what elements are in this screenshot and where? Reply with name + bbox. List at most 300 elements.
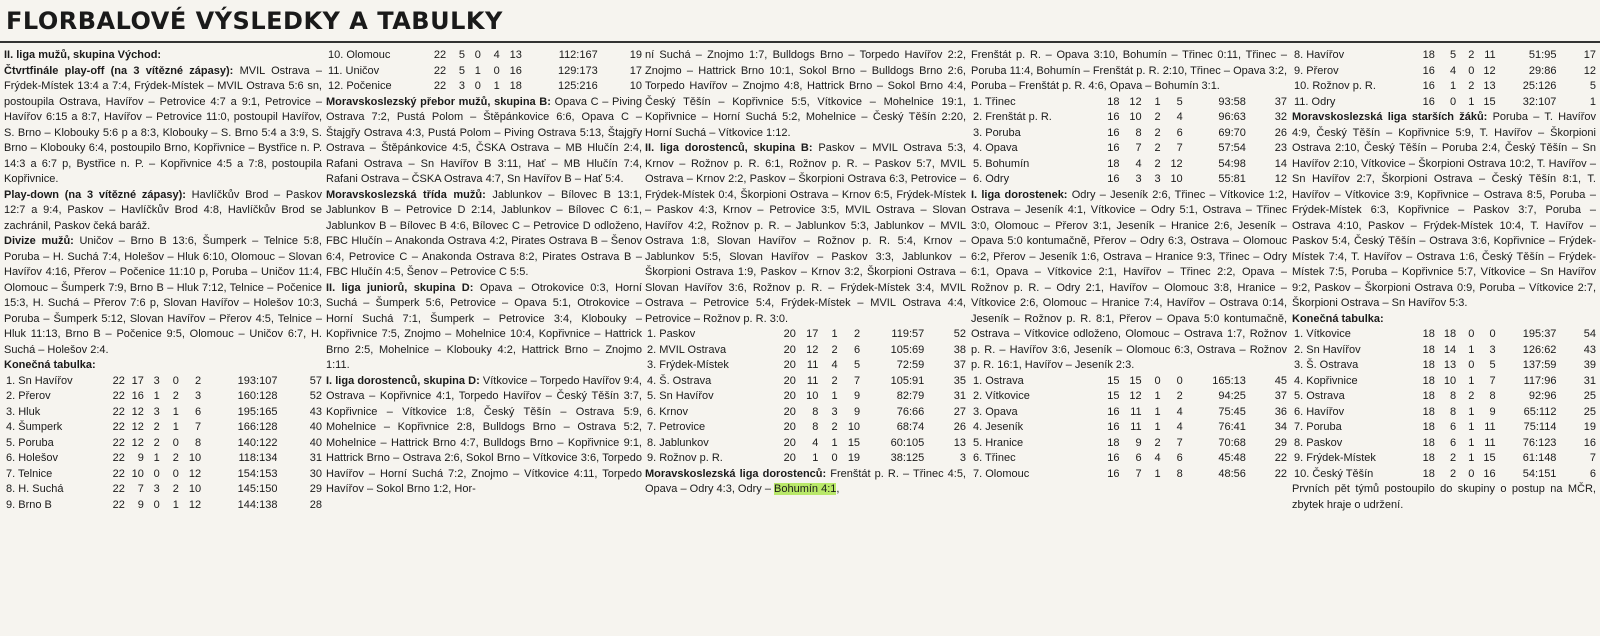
stat-cell: 8: [1450, 405, 1457, 418]
stat-cell: 18: [1422, 343, 1435, 356]
table-row: [645, 389, 966, 405]
stat-cell: 29: [309, 483, 322, 495]
team-name-cell: 12. Počenice: [328, 80, 392, 92]
team-name-cell: 10. Rožnov p. R.: [1294, 80, 1376, 92]
team-name-cell: 9. Brno B: [6, 498, 52, 511]
stat-cell: 10: [847, 421, 861, 433]
stat-cell: 31: [309, 452, 322, 464]
section-heading: II. liga dorostenců, skupina B:: [645, 142, 813, 154]
table-row: [326, 64, 642, 80]
team-name-cell: 3. Poruba: [973, 126, 1021, 139]
table-row: [645, 436, 966, 452]
stat-cell: 2: [172, 452, 179, 464]
stat-cell: 19: [1583, 421, 1596, 433]
stat-cell: 69:70: [1218, 126, 1246, 139]
stat-cell: 5: [1450, 49, 1457, 61]
stat-cell: 12: [1583, 64, 1596, 77]
stat-cell: 25: [1583, 405, 1596, 418]
stat-cell: 20: [783, 343, 796, 356]
stat-cell: 20: [783, 359, 796, 371]
stat-cell: 43: [309, 405, 322, 418]
stat-cell: 18: [1422, 436, 1435, 449]
text-paragraph: [1292, 482, 1596, 513]
team-name-cell: 9. Frýdek-Místek: [1294, 452, 1376, 464]
team-name-cell: 1. Paskov: [647, 328, 696, 340]
column-3: [645, 48, 966, 636]
stat-cell: 22: [112, 421, 125, 433]
standings-table: [971, 95, 1287, 188]
table-row: [971, 420, 1287, 436]
stat-cell: 10: [1170, 173, 1183, 185]
stat-cell: 5: [1176, 95, 1183, 108]
stat-cell: 1: [493, 80, 500, 92]
stat-cell: 137:59: [1522, 359, 1557, 371]
stat-cell: 43: [1583, 343, 1596, 356]
stat-cell: 9: [853, 405, 861, 418]
stat-cell: 11: [1484, 436, 1496, 449]
stat-cell: 8: [1489, 390, 1496, 402]
results-text: Prvních pět týmů postoupilo do skupiny o postup na MČR, zbytek hraje o udržení.: [1292, 483, 1596, 511]
results-text: Jablunkov – Bílovec B 13:1, Jablunkov B – Petrovice D 2:14, Jablunkov – Bílovec C 6:1, Jablunkov B – Bílovec B 4:6, Bílovec C – Petrovice D odloženo, FBC Hlučín – Anakonda Ostrava 4:2, Pirates Ostrava B – Šenov 6:4, Petrovice C – Anakonda Ostrava 8:2, Pirates Ostrava B – FBC Hlučín 4:5, Šenov – Petrovice C 5:5.: [326, 188, 642, 278]
stat-cell: 7: [1135, 467, 1142, 480]
stat-cell: 2: [172, 390, 179, 402]
team-name-cell: 11. Odry: [1294, 95, 1336, 108]
section-heading: Play-down (na 3 vítězné zápasy):: [4, 188, 186, 201]
text-paragraph: [4, 234, 322, 358]
table-row: [4, 451, 322, 467]
stat-cell: 18: [1422, 390, 1435, 402]
stat-cell: 193:107: [237, 374, 278, 387]
stat-cell: 7: [195, 421, 202, 433]
stat-cell: 65:112: [1523, 405, 1557, 418]
team-name-cell: 5. Bohumín: [973, 157, 1030, 170]
stat-cell: 3: [153, 405, 160, 418]
table-row: [645, 374, 966, 390]
stat-cell: 8: [1450, 390, 1457, 402]
stat-cell: 5: [1489, 359, 1496, 371]
stat-cell: 6: [1450, 436, 1457, 449]
stat-cell: 3: [831, 405, 838, 418]
stat-cell: 13: [1483, 80, 1496, 92]
stat-cell: 0: [1468, 467, 1475, 480]
stat-cell: 10: [629, 80, 642, 92]
stat-cell: 3: [153, 374, 160, 387]
stat-cell: 195:37: [1522, 328, 1557, 340]
stat-cell: 1: [1154, 95, 1161, 108]
table-row: [326, 79, 642, 95]
table-row: [4, 498, 322, 514]
stat-cell: 1: [831, 436, 838, 449]
standings-table: [1292, 48, 1596, 110]
stat-cell: 8: [195, 436, 202, 449]
stat-cell: 1: [831, 328, 838, 340]
stat-cell: 2: [831, 343, 838, 356]
team-name-cell: 4. Jeseník: [973, 421, 1024, 433]
stat-cell: 1: [1154, 405, 1161, 418]
team-name-cell: 8. H. Suchá: [6, 483, 64, 495]
page-title: FLORBALOVÉ VÝSLEDKY A TABULKY: [6, 7, 503, 35]
section-heading: II. liga juniorů, skupina D:: [326, 281, 474, 294]
stat-cell: 2: [1154, 436, 1161, 449]
stat-cell: 6: [1450, 421, 1457, 433]
stat-cell: 105:91: [890, 374, 925, 387]
title-divider: [0, 41, 1600, 43]
stat-cell: 6: [1135, 452, 1142, 464]
team-name-cell: 6. Krnov: [647, 405, 688, 418]
stat-cell: 22: [1274, 467, 1287, 480]
stat-cell: 40: [309, 421, 322, 433]
column-5: [1292, 48, 1596, 636]
stat-cell: 76:41: [1218, 421, 1246, 433]
stat-cell: 10: [1129, 111, 1142, 123]
stat-cell: 12: [188, 467, 202, 480]
stat-cell: 22: [112, 374, 125, 387]
text-paragraph: [645, 48, 966, 141]
table-row: [4, 420, 322, 436]
stat-cell: 7: [1176, 436, 1183, 449]
team-name-cell: 3. Š. Ostrava: [1294, 359, 1359, 371]
stat-cell: 0: [474, 80, 481, 92]
stat-cell: 2: [172, 483, 179, 495]
stat-cell: 22: [112, 467, 125, 480]
column-2: [326, 48, 642, 636]
stat-cell: 8: [1176, 467, 1183, 480]
stat-cell: 13: [953, 436, 966, 449]
stat-cell: 3: [1135, 173, 1142, 185]
table-row: [1292, 467, 1596, 483]
stat-cell: 12: [806, 343, 819, 356]
standings-table: [4, 374, 322, 514]
stat-cell: 12: [131, 421, 144, 433]
stat-cell: 1: [1468, 343, 1475, 356]
team-name-cell: 10. Český Těšín: [1294, 467, 1374, 480]
team-name-cell: 1. Sn Havířov: [6, 374, 73, 387]
stat-cell: 2: [1468, 80, 1475, 92]
table-row: [1292, 405, 1596, 421]
text-paragraph: [326, 281, 642, 374]
table-row: [971, 141, 1287, 157]
team-name-cell: 3. Frýdek-Místek: [647, 359, 729, 371]
team-name-cell: 7. Petrovice: [647, 421, 706, 433]
table-row: [1292, 389, 1596, 405]
stat-cell: 76:123: [1522, 436, 1557, 449]
table-row: [1292, 343, 1596, 359]
stat-cell: 4: [1176, 111, 1183, 123]
stat-cell: 96:63: [1218, 111, 1246, 123]
stat-cell: 1: [1468, 405, 1475, 418]
team-name-cell: 2. Vítkovice: [973, 390, 1030, 402]
stat-cell: 1: [1468, 374, 1475, 387]
text-paragraph: [1292, 110, 1596, 312]
stat-cell: 20: [783, 328, 796, 340]
stat-cell: 25:126: [1522, 80, 1557, 92]
section-heading: Moravskoslezský přebor mužů, skupina B:: [326, 95, 551, 108]
team-name-cell: 6. Havířov: [1294, 405, 1345, 418]
team-name-cell: 6. Holešov: [6, 452, 58, 464]
stat-cell: 17: [131, 374, 144, 387]
stat-cell: 8: [1135, 126, 1142, 139]
stat-cell: 2: [1154, 126, 1161, 139]
stat-cell: 2: [1468, 49, 1475, 61]
stat-cell: 12: [1129, 390, 1142, 402]
stat-cell: 55:81: [1218, 173, 1246, 185]
stat-cell: 26: [1274, 126, 1287, 139]
stat-cell: 1: [172, 405, 179, 418]
stat-cell: 16: [1422, 64, 1435, 77]
stat-cell: 22: [112, 436, 125, 449]
team-name-cell: 4. Kopřivnice: [1294, 374, 1358, 387]
stat-cell: 9: [1489, 405, 1496, 418]
stat-cell: 7: [137, 483, 144, 495]
table-row: [645, 451, 966, 467]
stat-cell: 15: [847, 436, 861, 449]
stat-cell: 4: [1176, 405, 1183, 418]
stat-cell: 16: [1107, 111, 1120, 123]
stat-cell: 0: [1468, 328, 1475, 340]
table-row: [1292, 374, 1596, 390]
stat-cell: 20: [783, 390, 796, 402]
table-row: [4, 389, 322, 405]
stat-cell: 75:114: [1523, 421, 1557, 433]
results-text: MVIL Ostrava – Frýdek-Místek 13:4 a 7:4, Frýdek-Místek – MVIL Ostrava 5:6 sn, postoupila Ostrava, Havířov – Petrovice 4:7 a 9:1, Petrovice – Havířov 6:15 a 8:7, Havířov – Petrovice 11:0, postoupil Havířov, S. Brno – Klobouky 5:6 p a 8:3, Klobouky – S. Brno 5:4 a 3:9, S. Brno – Klobouky 6:4, postoupilo Brno, Kopřivnice – Bystřice n. P. 14:3 a 6:7 p, Bystřice n. P. – Kopřivnice 4:5 a 7:8, postoupila Kopřivnice.: [4, 64, 322, 185]
stat-cell: 118:134: [238, 452, 278, 464]
stat-cell: 57:54: [1218, 142, 1246, 154]
stat-cell: 2: [153, 436, 160, 449]
team-name-cell: 8. Havířov: [1294, 49, 1345, 61]
stat-cell: 40: [309, 436, 322, 449]
table-row: [1292, 436, 1596, 452]
stat-cell: 2: [853, 328, 861, 340]
stat-cell: 19: [629, 49, 642, 61]
team-name-cell: 3. Hluk: [6, 405, 41, 418]
stat-cell: 19: [847, 452, 861, 464]
stat-cell: 10: [806, 390, 819, 402]
stat-cell: 0: [172, 436, 179, 449]
stat-cell: 3: [1489, 343, 1496, 356]
stat-cell: 22: [112, 483, 125, 495]
stat-cell: 1: [831, 390, 838, 402]
stat-cell: 2: [831, 421, 838, 433]
stat-cell: 37: [1274, 390, 1287, 402]
stat-cell: 0: [474, 49, 481, 61]
stat-cell: 18: [1107, 157, 1120, 170]
stat-cell: 10: [188, 483, 202, 495]
team-name-cell: 2. Přerov: [6, 390, 51, 402]
stat-cell: 1: [172, 421, 179, 433]
stat-cell: 22: [112, 390, 125, 402]
stat-cell: 14: [1443, 343, 1457, 356]
stat-cell: 15: [1107, 390, 1120, 402]
stat-cell: 92:96: [1528, 390, 1557, 402]
section-heading: Konečná tabulka:: [1292, 312, 1384, 325]
stat-cell: 126:62: [1522, 343, 1557, 356]
stat-cell: 29:86: [1528, 64, 1557, 77]
section-heading: I. liga dorostenců, skupina D:: [326, 374, 480, 387]
stat-cell: 52: [953, 328, 966, 340]
stat-cell: 1: [1154, 421, 1161, 433]
stat-cell: 16: [1107, 421, 1120, 433]
text-paragraph: [4, 48, 322, 64]
section-heading: II. liga mužů, skupina Východ:: [4, 49, 162, 61]
stat-cell: 7: [1176, 142, 1183, 154]
stat-cell: 22: [112, 452, 125, 464]
stat-cell: 119:57: [891, 328, 925, 340]
team-name-cell: 4. Opava: [973, 142, 1018, 154]
table-row: [971, 110, 1287, 126]
stat-cell: 0: [153, 498, 160, 511]
table-row: [1292, 79, 1596, 95]
stat-cell: 37: [953, 359, 966, 371]
stat-cell: 1: [1589, 95, 1596, 108]
results-text: Frenštát p. R. – Třinec 4:5, Opava – Odry 4:3, Odry –: [645, 467, 966, 495]
standings-table: [1292, 327, 1596, 482]
table-row: [971, 467, 1287, 483]
stat-cell: 0: [153, 467, 160, 480]
stat-cell: 9: [137, 498, 144, 511]
stat-cell: 6: [1176, 452, 1183, 464]
stat-cell: 4: [812, 436, 819, 449]
stat-cell: 38:125: [890, 452, 925, 464]
stat-cell: 112:167: [558, 49, 598, 61]
stat-cell: 16: [1107, 142, 1120, 154]
stat-cell: 6: [853, 343, 861, 356]
stat-cell: 2: [153, 421, 160, 433]
team-name-cell: 5. Poruba: [6, 436, 54, 449]
stat-cell: 23: [1274, 142, 1287, 154]
stat-cell: 22: [433, 80, 447, 92]
stat-cell: 145:150: [237, 483, 278, 495]
stat-cell: 15: [1129, 374, 1142, 387]
team-name-cell: 1. Třinec: [973, 95, 1016, 108]
stat-cell: 1: [1468, 452, 1475, 464]
stat-cell: 14: [1274, 157, 1287, 170]
stat-cell: 0: [493, 64, 500, 77]
table-row: [971, 157, 1287, 173]
stat-cell: 4: [493, 49, 500, 61]
stat-cell: 16: [1583, 436, 1596, 449]
stat-cell: 32:107: [1522, 95, 1557, 108]
section-heading: Moravskoslezská třída mužů:: [326, 188, 486, 201]
stat-cell: 5: [458, 64, 466, 77]
stat-cell: 22: [112, 405, 125, 418]
text-paragraph: [4, 188, 322, 235]
team-name-cell: 7. Poruba: [1294, 421, 1342, 433]
stat-cell: 9: [853, 390, 861, 402]
stat-cell: 16: [1107, 405, 1120, 418]
stat-cell: 93:58: [1218, 95, 1246, 108]
stat-cell: 165:13: [1212, 374, 1246, 387]
table-row: [1292, 64, 1596, 80]
stat-cell: 82:79: [896, 390, 925, 402]
stat-cell: 68:74: [896, 421, 925, 433]
stat-cell: 15: [1483, 95, 1496, 108]
text-paragraph: [326, 95, 642, 188]
stat-cell: 11: [806, 374, 819, 387]
stat-cell: 2: [1468, 390, 1475, 402]
results-text: Vítkovice – Torpedo Havířov 9:4, Ostrava – Kopřivnice 4:1, Torpedo Havířov – Český Těšín 3:7, Kopřivnice – Vítkovice 1:8, Český Těšín – Ostrava 5:9, Mohelnice – Kopřivnice 2:8, Bulldogs Brno – Ostrava 5:2, Mohelnice – Hattrick Brno 4:7, Bulldogs Brno – Kopřivnice 9:1, Hattrick Brno – Ostrava 2:6, Sokol Brno – Vítkovice 3:6, Torpedo Havířov – Horní Suchá 7:2, Znojmo – Vítkovice 4:11, Torpedo Havířov – Sokol Brno 1:2, Hor-: [326, 374, 642, 495]
stat-cell: 16: [1483, 467, 1496, 480]
stat-cell: 39: [1583, 359, 1596, 371]
standings-table: [971, 374, 1287, 483]
stat-cell: 144:138: [237, 498, 278, 511]
stat-cell: 20: [783, 436, 796, 449]
stat-cell: 18: [509, 80, 522, 92]
text-paragraph: [645, 467, 966, 498]
stat-cell: 11: [1130, 405, 1142, 418]
table-row: [645, 405, 966, 421]
stat-cell: 16: [1107, 467, 1120, 480]
stat-cell: 2: [1450, 452, 1457, 464]
table-row: [1292, 95, 1596, 111]
stat-cell: 37: [1274, 95, 1287, 108]
team-name-cell: 8. Paskov: [1294, 436, 1343, 449]
stat-cell: 54: [1583, 328, 1596, 340]
stat-cell: 38: [953, 343, 966, 356]
stat-cell: 2: [1154, 157, 1161, 170]
stat-cell: 3: [458, 80, 466, 92]
stat-cell: 35: [953, 374, 966, 387]
stat-cell: 4: [1450, 64, 1457, 77]
stat-cell: 20: [783, 421, 796, 433]
stat-cell: 20: [783, 374, 796, 387]
stat-cell: 31: [953, 390, 966, 402]
stat-cell: 105:69: [890, 343, 925, 356]
stat-cell: 1: [1450, 80, 1457, 92]
stat-cell: 20: [783, 452, 796, 464]
stat-cell: 17: [629, 64, 642, 77]
team-name-cell: 9. Rožnov p. R.: [647, 452, 723, 464]
team-name-cell: 1. Ostrava: [973, 374, 1024, 387]
stat-cell: 26: [953, 421, 966, 433]
stat-cell: 5: [853, 359, 861, 371]
stat-cell: 2: [1154, 111, 1161, 123]
team-name-cell: 1. Vítkovice: [1294, 328, 1351, 340]
stat-cell: 12: [1170, 157, 1183, 170]
table-row: [4, 482, 322, 498]
stat-cell: 2: [1154, 142, 1161, 154]
team-name-cell: 2. Sn Havířov: [1294, 343, 1361, 356]
stat-cell: 7: [1489, 374, 1496, 387]
stat-cell: 5: [458, 49, 466, 61]
column-4: [971, 48, 1287, 636]
stat-cell: 16: [1422, 95, 1435, 108]
stat-cell: 30: [309, 467, 322, 480]
stat-cell: 18: [1443, 328, 1457, 340]
stat-cell: 6: [1589, 467, 1596, 480]
stat-cell: 154:153: [237, 467, 278, 480]
table-row: [971, 374, 1287, 390]
stat-cell: 29: [1274, 436, 1287, 449]
team-name-cell: 2. Frenštát p. R.: [973, 111, 1052, 123]
stat-cell: 70:68: [1218, 436, 1246, 449]
stat-cell: 160:128: [237, 390, 278, 402]
team-name-cell: 9. Přerov: [1294, 64, 1339, 77]
table-row: [1292, 358, 1596, 374]
table-row: [971, 172, 1287, 188]
results-text: Opava – Otrokovice 0:3, Horní Suchá – Šumperk 5:6, Petrovice – Opava 5:1, Otrokovice – Horní Suchá 7:1, Šumperk – Petrovice 3:4, Klobouky – Kopřivnice 7:5, Znojmo – Mohelnice 10:4, Kopřivnice – Hattrick Brno 2:5, Mohelnice – Klobouky 4:2, Hattrick Brno – Znojmo 1:11.: [326, 281, 642, 371]
stat-cell: 13: [1443, 359, 1457, 371]
stat-cell: 28: [309, 498, 322, 511]
stat-cell: 3: [195, 390, 202, 402]
text-paragraph: [326, 374, 642, 498]
table-row: [971, 126, 1287, 142]
team-name-cell: 4. Š. Ostrava: [647, 374, 712, 387]
table-row: [645, 327, 966, 343]
stat-cell: 13: [509, 49, 522, 61]
stat-cell: 1: [1468, 421, 1475, 433]
stat-cell: 17: [806, 328, 819, 340]
stat-cell: 12: [1274, 173, 1287, 185]
